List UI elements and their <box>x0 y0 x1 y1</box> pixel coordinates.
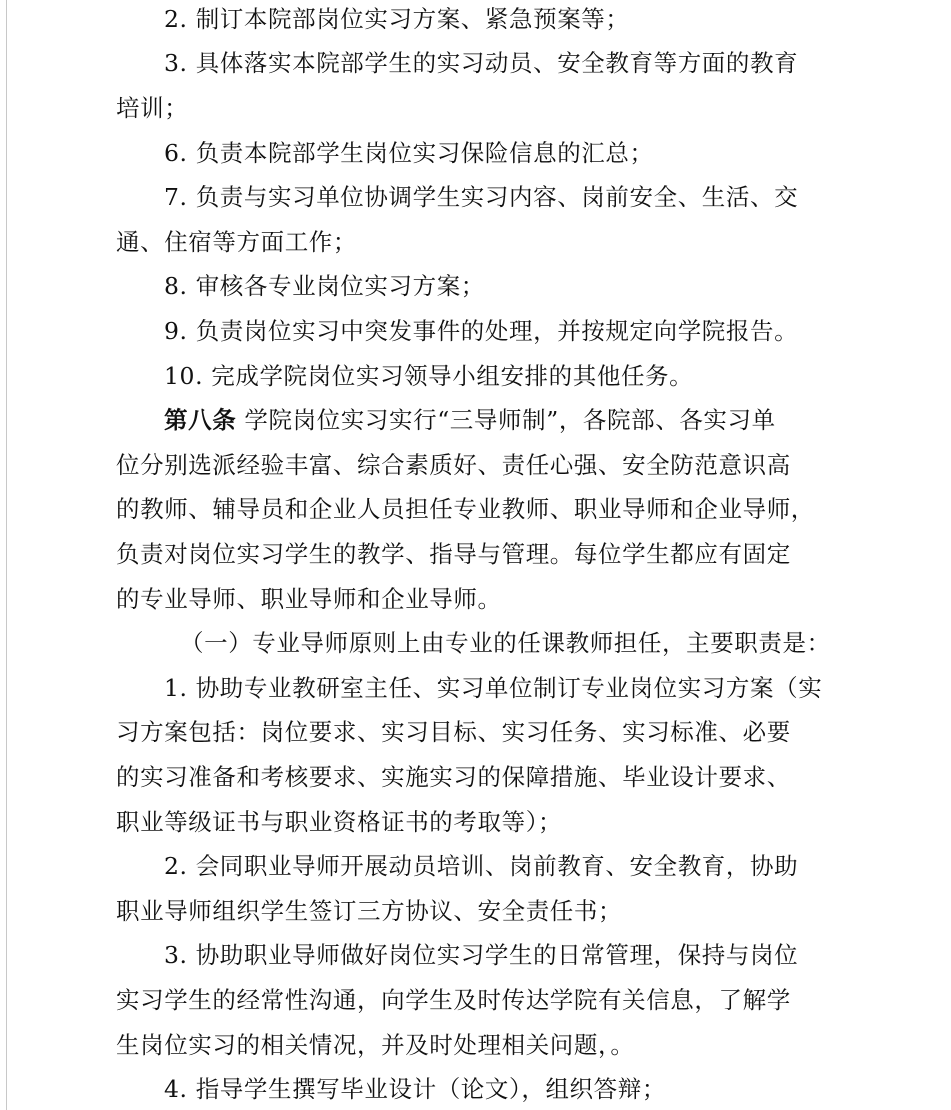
text-line: 职业等级证书与职业资格证书的考取等）； <box>116 808 563 836</box>
text-line: 9. 负责岗位实习中突发事件的处理，并按规定向学院报告。 <box>164 317 799 345</box>
text-line: 3. 协助职业导师做好岗位实习学生的日常管理，保持与岗位 <box>164 941 799 969</box>
article-heading: 第八条 <box>164 406 237 434</box>
text-line: 实习学生的经常性沟通，向学生及时传达学院有关信息，了解学 <box>116 986 791 1014</box>
text-line: 负责对岗位实习学生的教学、指导与管理。每位学生都应有固定 <box>116 540 791 568</box>
text-line: 通、住宿等方面工作； <box>116 228 357 256</box>
text-line: 的专业导师、职业导师和企业导师。 <box>116 585 502 613</box>
text-line: 的实习准备和考核要求、实施实习的保障措施、毕业设计要求、 <box>116 763 791 791</box>
text-line: 2. 会同职业导师开展动员培训、岗前教育、安全教育，协助 <box>164 852 799 880</box>
text-line: 2. 制订本院部岗位实习方案、紧急预案等； <box>164 5 630 33</box>
text-line: 10. 完成学院岗位实习领导小组安排的其他任务。 <box>164 362 694 390</box>
text-line: 3. 具体落实本院部学生的实习动员、安全教育等方面的教育 <box>164 49 799 77</box>
text-line: 培训； <box>116 94 189 122</box>
text-line: 的教师、辅导员和企业人员担任专业教师、职业导师和企业导师， <box>116 495 815 523</box>
text-line: 4. 指导学生撰写毕业设计（论文），组织答辩； <box>164 1075 666 1103</box>
text-line: 6. 负责本院部学生岗位实习保险信息的汇总； <box>164 139 654 167</box>
article-text: 学院岗位实习实行“三导师制”，各院部、各实习单 <box>244 406 776 434</box>
text-line: 习方案包括：岗位要求、实习目标、实习任务、实习标准、必要 <box>116 718 791 746</box>
text-line: 生岗位实习的相关情况，并及时处理相关问题，。 <box>116 1031 635 1059</box>
text-line: 职业导师组织学生签订三方协议、安全责任书； <box>116 897 623 925</box>
subsection-heading: （一）专业导师原则上由专业的任课教师担任，主要职责是： <box>180 629 831 657</box>
article-line <box>164 405 776 435</box>
text-line: 位分别选派经验丰富、综合素质好、责任心强、安全防范意识高 <box>116 451 791 479</box>
text-line: 1. 协助专业教研室主任、实习单位制订专业岗位实习方案（实 <box>164 674 823 702</box>
page-left-border <box>6 0 7 1110</box>
text-line: 7. 负责与实习单位协调学生实习内容、岗前安全、生活、交 <box>164 183 799 211</box>
text-line: 8. 审核各专业岗位实习方案； <box>164 272 485 300</box>
